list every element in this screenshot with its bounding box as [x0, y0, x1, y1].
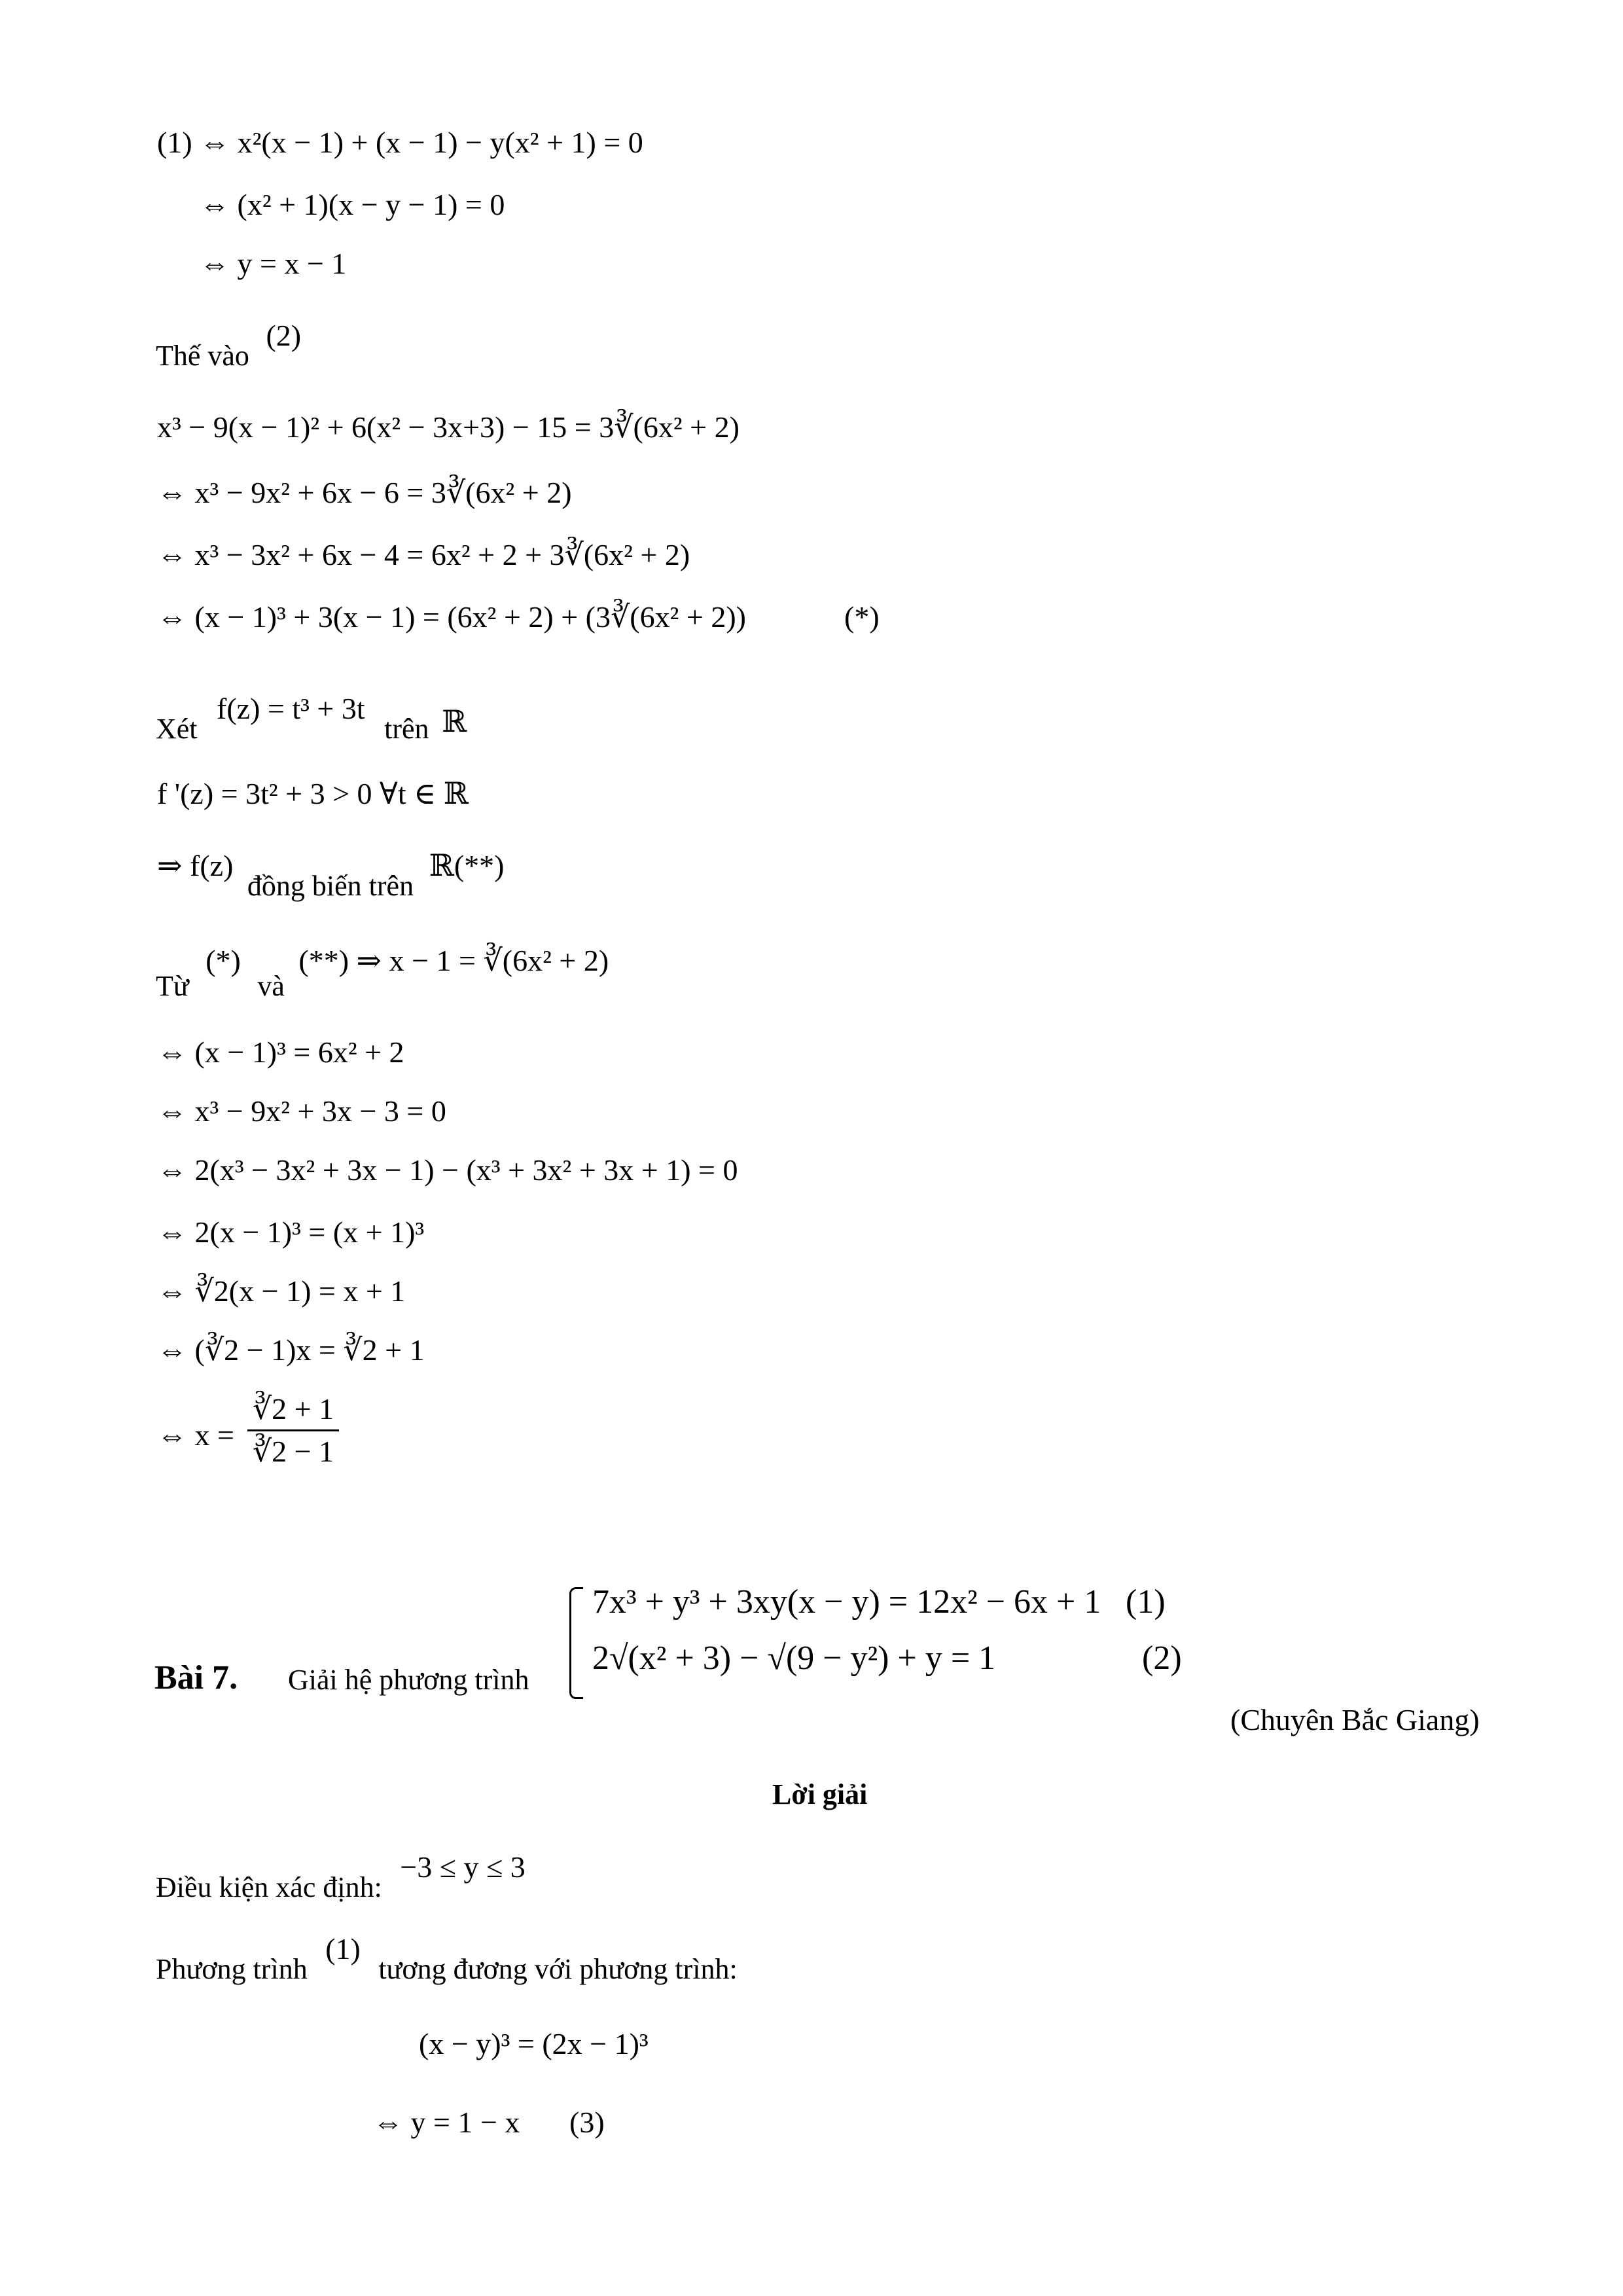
dkxd-label: Điều kiện xác định: — [156, 1871, 382, 1903]
solution-heading: Lời giải — [772, 1778, 868, 1810]
fraction — [247, 1394, 339, 1467]
equation-line: (x − y)³ = (2x − 1)³ — [419, 2027, 649, 2060]
xet-label: Xét — [156, 713, 198, 745]
equation-line: ⇔ (x − 1)³ = 6x² + 2 — [157, 1035, 404, 1069]
tren-label: trên — [384, 713, 429, 745]
dong-bien-label: đồng biến trên — [247, 870, 414, 902]
equation-tag: (1) — [1126, 1583, 1166, 1621]
problem-prompt: Giải hệ phương trình — [288, 1664, 529, 1696]
equation-line: ⇔ (∛2 − 1)x = ∛2 + 1 — [157, 1333, 425, 1367]
equation-line: ⇔ x³ − 3x² + 6x − 4 = 6x² + 2 + 3∛(6x² + 2) — [157, 538, 690, 571]
equation-ref: (*) — [205, 944, 241, 977]
equation-line: ⇔ 2(x³ − 3x² + 3x − 1) − (x³ + 3x² + 3x + 1) = 0 — [157, 1153, 738, 1187]
problem-source: (Chuyên Bắc Giang) — [1230, 1703, 1480, 1736]
equation-line: ⇔ y = 1 − x — [373, 2106, 520, 2139]
equation-line: ⇔ ∛2(x − 1) = x + 1 — [157, 1274, 406, 1308]
fraction-denominator: ∛2 − 1 — [247, 1429, 339, 1467]
equation-line: f '(z) = 3t² + 3 > 0 ∀t ∈ ℝ — [157, 777, 469, 810]
text-line — [156, 319, 302, 372]
text-line — [156, 1932, 738, 1985]
equation-line: ⇔ x³ − 9x² + 6x − 6 = 3∛(6x² + 2) — [157, 476, 572, 509]
function-def: f(z) = t³ + 3t — [217, 692, 365, 725]
fraction-numerator: ∛2 + 1 — [252, 1392, 334, 1426]
tu-label: Từ — [156, 970, 189, 1002]
equation-tag: (*) — [844, 600, 880, 634]
real-set: ℝ — [442, 705, 467, 738]
domain-condition: −3 ≤ y ≤ 3 — [400, 1850, 526, 1884]
text-line — [156, 1850, 526, 1903]
pt-text: tương đương với phương trình: — [378, 1953, 738, 1985]
system-brace — [569, 1587, 583, 1699]
equation-fragment: ⇔ x = — [157, 1418, 234, 1452]
system-equation-1: 7x³ + y³ + 3xy(x − y) = 12x² − 6x + 1 — [592, 1583, 1101, 1621]
equation-fragment: (**) ⇒ x − 1 = ∛(6x² + 2) — [298, 944, 609, 977]
equation-tag: (2) — [1142, 1640, 1182, 1677]
equation-fragment: ℝ(**) — [429, 849, 505, 882]
the-vao-label: Thế vào — [156, 340, 249, 372]
text-line — [156, 944, 609, 1002]
text-line — [157, 849, 505, 902]
equation-line: ⇔ 2(x − 1)³ = (x + 1)³ — [157, 1215, 425, 1249]
text-line — [156, 692, 467, 745]
equation-ref: (1) — [325, 1932, 361, 1965]
equation-line: (1) ⇔ x²(x − 1) + (x − 1) − y(x² + 1) = 0 — [157, 126, 643, 159]
equation-line: ⇔ (x² + 1)(x − y − 1) = 0 — [200, 188, 505, 221]
equation-line: x³ − 9(x − 1)² + 6(x² − 3x+3) − 15 = 3∛(6x² + 2) — [157, 410, 740, 444]
equation-fragment: ⇒ f(z) — [157, 849, 234, 882]
pt-label: Phương trình — [156, 1953, 308, 1985]
equation-line: ⇔ (x − 1)³ + 3(x − 1) = (6x² + 2) + (3∛(6x² + 2)) — [157, 600, 746, 634]
equation-line: ⇔ x³ − 9x² + 3x − 3 = 0 — [157, 1094, 446, 1128]
system-equation-2: 2√(x² + 3) − √(9 − y²) + y = 1 — [592, 1640, 996, 1677]
equation-line: ⇔ y = x − 1 — [200, 247, 347, 280]
equation-ref: (2) — [266, 319, 302, 352]
equation-tag: (3) — [569, 2106, 605, 2139]
problem-title: Bài 7. — [154, 1659, 238, 1696]
va-label: và — [257, 970, 285, 1002]
